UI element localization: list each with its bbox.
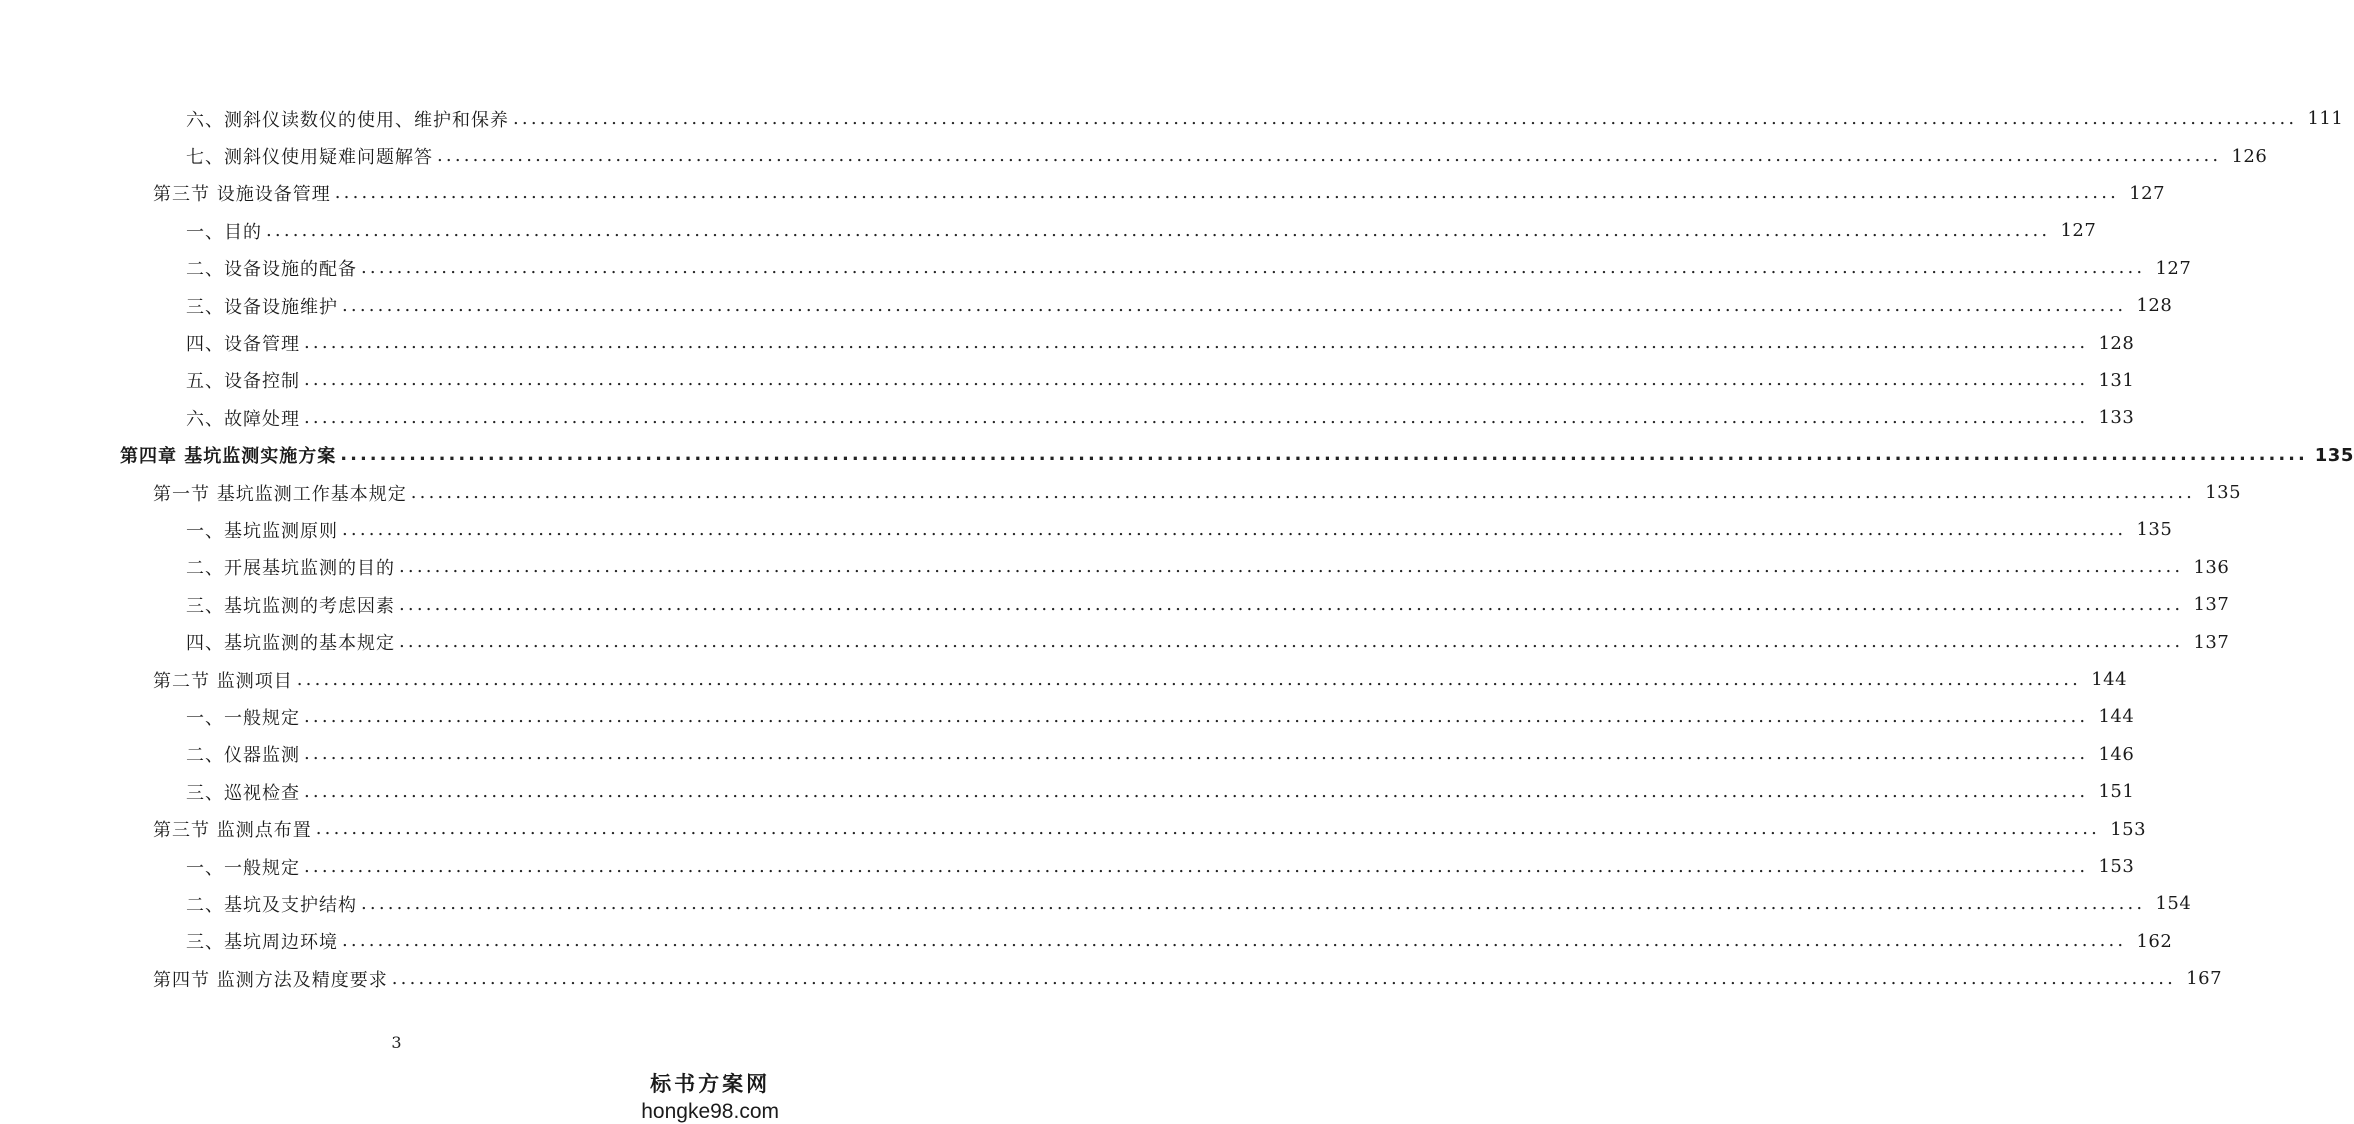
dot-leader: ........................................................................................................................................................................................................ [342,294,2127,316]
watermark-logo [641,1068,779,1124]
dot-leader: ........................................................................................................................................................................................................ [391,967,2177,989]
toc-entry-title: 三、设备设施维护 [186,296,338,318]
watermark-url: hongke98.com [641,1100,779,1123]
toc-entry-page: 127 [2060,220,2097,242]
toc-entry-page: 154 [2155,893,2192,915]
toc-entry-title: 二、基坑及支护结构 [186,894,357,916]
toc-entry-title: 第四章 基坑监测实施方案 [120,446,337,468]
toc-item [0,773,2135,810]
toc-item [0,848,2135,885]
toc-entry-page: 153 [2098,856,2135,877]
dot-leader: ........................................................................................................................................................................................................ [304,780,2089,802]
toc-entry-page: 126 [2231,145,2268,167]
toc-entry-title: 二、仪器监测 [186,745,300,767]
dot-leader: ........................................................................................................................................................................................................ [437,145,2222,167]
toc-entry-title: 一、一般规定 [186,707,300,729]
toc-entry-page: 128 [2098,332,2135,354]
toc-entry-title: 第二节 监测项目 [153,670,293,692]
dot-leader: ........................................................................................................................................................................................................ [304,743,2089,765]
toc-item [0,923,2173,960]
toc-item [0,287,2173,324]
toc-section [0,474,2242,511]
dot-leader: ........................................................................................................................................................................................................ [361,892,2146,914]
toc-entry-page: 127 [2155,257,2192,279]
toc-entry-page: 131 [2098,369,2135,391]
toc-entry-title: 第四节 监测方法及精度要求 [153,969,388,991]
toc-entry-title: 三、基坑周边环境 [186,932,338,954]
toc-entry-title: 四、设备管理 [186,334,300,356]
dot-leader: ........................................................................................................................................................................................................ [340,444,2308,466]
toc-entry-page: 135 [2205,482,2242,504]
toc-entry-title: 一、一般规定 [186,857,300,879]
toc-entry-page: 144 [2098,706,2135,728]
toc-entry-title: 第三节 设施设备管理 [153,184,331,206]
toc-item [0,137,2268,174]
toc-section [0,810,2147,847]
toc-entry-title: 五、设备控制 [186,371,300,393]
toc-section [0,661,2128,698]
toc-entry-page: 135 [2314,444,2354,466]
toc-entry-page: 128 [2136,295,2173,317]
toc-entry-title: 四、基坑监测的基本规定 [186,633,395,655]
toc-entry-title: 七、测斜仪使用疑难问题解答 [186,147,433,169]
toc-section [0,175,2166,212]
table-of-contents [0,100,2354,997]
dot-leader: ........................................................................................................................................................................................................ [342,930,2127,952]
toc-entry-page: 146 [2098,743,2135,765]
toc-item [0,698,2135,735]
toc-item [0,362,2135,399]
toc-entry-page: 144 [2091,669,2128,691]
dot-leader: ........................................................................................................................................................................................................ [410,481,2196,503]
toc-entry-title: 一、目的 [186,221,262,243]
dot-leader: ........................................................................................................................................................................................................ [399,593,2184,615]
dot-leader: ........................................................................................................................................................................................................ [304,369,2089,391]
toc-item [0,736,2135,773]
toc-entry-title: 六、故障处理 [186,408,300,430]
dot-leader: ........................................................................................................................................................................................................ [304,332,2089,354]
toc-item [0,586,2230,623]
toc-entry-page: 111 [2307,108,2344,130]
watermark-name: 标书方案网 [650,1071,771,1096]
toc-item [0,250,2192,287]
toc-entry-page: 151 [2098,781,2135,803]
toc-entry-title: 六、测斜仪读数仪的使用、维护和保养 [186,109,509,131]
toc-item [0,623,2230,660]
dot-leader: ........................................................................................................................................................................................................ [296,668,2082,690]
page-number: 3 [391,1033,402,1052]
dot-leader: ........................................................................................................................................................................................................ [304,855,2089,877]
toc-item [0,100,2344,137]
toc-entry-page: 127 [2129,182,2166,204]
dot-leader: ........................................................................................................................................................................................................ [342,518,2127,540]
toc-entry-page: 137 [2193,594,2230,616]
toc-entry-title: 一、基坑监测原则 [186,520,338,542]
toc-entry-title: 三、基坑监测的考虑因素 [186,595,395,617]
dot-leader: ........................................................................................................................................................................................................ [315,818,2101,840]
toc-entry-page: 137 [2193,631,2230,653]
toc-entry-title: 第三节 监测点布置 [153,820,312,842]
toc-entry-title: 第一节 基坑监测工作基本规定 [153,483,407,505]
toc-entry-title: 二、开展基坑监测的目的 [186,558,395,580]
toc-entry-page: 133 [2098,407,2135,429]
toc-entry-page: 136 [2193,556,2230,578]
dot-leader: ........................................................................................................................................................................................................ [304,406,2089,428]
toc-item [0,212,2097,249]
toc-entry-title: 三、巡视检查 [186,782,300,804]
dot-leader: ........................................................................................................................................................................................................ [399,631,2184,653]
toc-item [0,511,2173,548]
dot-leader: ........................................................................................................................................................................................................ [399,556,2184,578]
toc-entry-page: 135 [2136,519,2173,541]
toc-chapter [0,437,2354,474]
toc-item [0,399,2135,436]
toc-item [0,549,2230,586]
toc-item [0,885,2192,922]
toc-entry-page: 153 [2110,818,2147,840]
toc-entry-page: 162 [2136,930,2173,952]
dot-leader: ........................................................................................................................................................................................................ [334,182,2120,204]
toc-entry-title: 二、设备设施的配备 [186,259,357,281]
dot-leader: ........................................................................................................................................................................................................ [361,257,2146,279]
dot-leader: ........................................................................................................................................................................................................ [304,705,2089,727]
dot-leader: ........................................................................................................................................................................................................ [513,107,2298,129]
toc-item [0,324,2135,361]
toc-section [0,960,2223,997]
dot-leader: ........................................................................................................................................................................................................ [266,219,2051,241]
toc-entry-page: 167 [2186,968,2223,990]
